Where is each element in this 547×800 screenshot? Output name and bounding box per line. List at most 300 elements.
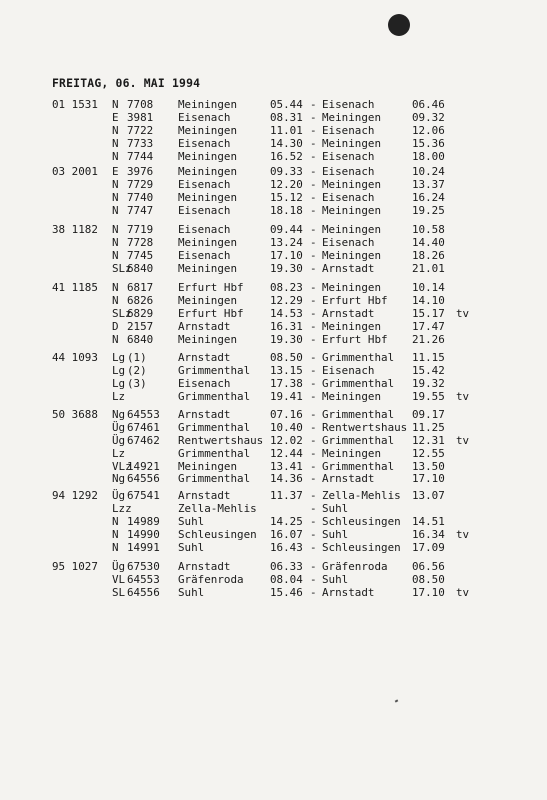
cell-t2: 21.01 [412, 261, 445, 275]
cell-t1: 07.16 [270, 408, 303, 421]
block-id: 44 1093 [52, 351, 98, 364]
schedule-block [52, 224, 532, 276]
schedule-row [52, 473, 532, 486]
cell-t1: 16.43 [270, 540, 303, 554]
cell-arr: Meiningen [322, 248, 382, 262]
block-id: 41 1185 [52, 281, 98, 294]
cell-arr: Erfurt Hbf [322, 293, 388, 307]
cell-dep: Meiningen [178, 165, 238, 178]
cell-t1: 14.25 [270, 514, 303, 528]
cell-arr: Arnstadt [322, 306, 375, 320]
cell-t1: 06.33 [270, 560, 303, 573]
cell-note: tv [456, 585, 470, 599]
cell-num: 67461 [127, 420, 160, 434]
cell-type: N [112, 203, 119, 217]
cell-type: E [112, 110, 119, 124]
cell-t1: 16.31 [270, 319, 303, 333]
schedule-row [52, 112, 532, 125]
schedule-block [52, 166, 532, 218]
cell-arr: Arnstadt [322, 585, 375, 599]
cell-type: N [112, 123, 119, 137]
schedule-row [52, 422, 532, 435]
cell-type: D [112, 319, 119, 333]
cell-type: Üg [112, 433, 126, 447]
cell-dep: Zella-Mehlis [178, 501, 257, 515]
cell-dep: Eisenach [178, 223, 231, 236]
cell-t1: 14.53 [270, 306, 303, 320]
schedule-row [52, 391, 532, 404]
route-dash: - [310, 572, 317, 586]
cell-type: N [112, 223, 119, 236]
cell-t1: 11.01 [270, 123, 303, 137]
cell-t2: 18.26 [412, 248, 445, 262]
cell-dep: Meiningen [178, 293, 238, 307]
schedule-row [52, 409, 532, 422]
cell-num: 6817 [127, 281, 154, 294]
cell-dep: Meiningen [178, 123, 238, 137]
cell-type: Lz [112, 446, 126, 460]
cell-arr: Suhl [322, 572, 349, 586]
cell-t2: 11.15 [412, 351, 445, 364]
cell-t1: 09.33 [270, 165, 303, 178]
cell-type: Üg [112, 420, 126, 434]
cell-t1: 12.20 [270, 177, 303, 191]
block-id: 03 2001 [52, 165, 98, 178]
cell-dep: Arnstadt [178, 489, 231, 502]
route-dash: - [310, 527, 317, 541]
cell-t2: 10.14 [412, 281, 445, 294]
cell-arr: Eisenach [322, 363, 375, 377]
cell-t2: 16.34 [412, 527, 445, 541]
route-dash: - [310, 203, 317, 217]
cell-t2: 13.37 [412, 177, 445, 191]
cell-t1: 17.10 [270, 248, 303, 262]
schedule-row [52, 516, 532, 529]
route-dash: - [310, 514, 317, 528]
cell-num: 3981 [127, 110, 154, 124]
cell-arr: Suhl [322, 501, 349, 515]
cell-t1: 12.29 [270, 293, 303, 307]
route-dash: - [310, 98, 317, 111]
cell-num: 7745 [127, 248, 154, 262]
cell-arr: Grimmenthal [322, 376, 395, 390]
cell-dep: Rentwertshaus [178, 433, 264, 447]
cell-num: 64556 [127, 585, 160, 599]
cell-t1: 08.04 [270, 572, 303, 586]
cell-arr: Meiningen [322, 446, 382, 460]
cell-note: tv [456, 306, 470, 320]
block-id: 94 1292 [52, 489, 98, 502]
route-dash: - [310, 165, 317, 178]
route-dash: - [310, 123, 317, 137]
cell-arr: Meiningen [322, 319, 382, 333]
cell-t2: 17.10 [412, 585, 445, 599]
cell-dep: Grimmenthal [178, 420, 251, 434]
cell-t2: 14.10 [412, 293, 445, 307]
cell-num: 67541 [127, 489, 160, 502]
cell-note: tv [456, 433, 470, 447]
cell-dep: Eisenach [178, 177, 231, 191]
cell-type: Lz [112, 389, 126, 403]
route-dash: - [310, 363, 317, 377]
cell-t1: 08.31 [270, 110, 303, 124]
cell-type: Lg [112, 351, 126, 364]
route-dash: - [310, 389, 317, 403]
cell-t1: 15.46 [270, 585, 303, 599]
cell-type: N [112, 281, 119, 294]
cell-t1: 12.02 [270, 433, 303, 447]
cell-type: E [112, 165, 119, 178]
route-dash: - [310, 190, 317, 204]
schedule-row [52, 334, 532, 347]
cell-t2: 11.25 [412, 420, 445, 434]
cell-type: Üg [112, 560, 126, 573]
cell-t1: 14.30 [270, 136, 303, 150]
cell-num: 14921 [127, 459, 160, 473]
schedule-row [52, 448, 532, 461]
schedule-row [52, 490, 532, 503]
block-id: 01 1531 [52, 98, 98, 111]
route-dash: - [310, 376, 317, 390]
cell-dep: Arnstadt [178, 351, 231, 364]
cell-arr: Eisenach [322, 123, 375, 137]
schedule-row [52, 99, 532, 112]
route-dash: - [310, 446, 317, 460]
schedule-row [52, 263, 532, 276]
cell-dep: Eisenach [178, 376, 231, 390]
cell-t2: 10.24 [412, 165, 445, 178]
cell-t2: 19.25 [412, 203, 445, 217]
cell-dep: Schleusingen [178, 527, 257, 541]
cell-t1: 16.07 [270, 527, 303, 541]
cell-t1: 05.44 [270, 98, 303, 111]
route-dash: - [310, 459, 317, 473]
cell-dep: Eisenach [178, 110, 231, 124]
cell-num: 14989 [127, 514, 160, 528]
cell-num: 67462 [127, 433, 160, 447]
cell-arr: Grimmenthal [322, 433, 395, 447]
cell-t1: 18.18 [270, 203, 303, 217]
schedule-row [52, 587, 532, 600]
cell-dep: Arnstadt [178, 319, 231, 333]
route-dash: - [310, 281, 317, 294]
cell-arr: Zella-Mehlis [322, 489, 401, 502]
cell-t1: 19.41 [270, 389, 303, 403]
cell-type: N [112, 235, 119, 249]
schedule-row [52, 125, 532, 138]
schedule-row [52, 205, 532, 218]
cell-t1: 09.44 [270, 223, 303, 236]
route-dash: - [310, 235, 317, 249]
schedule-row [52, 378, 532, 391]
cell-dep: Meiningen [178, 98, 238, 111]
cell-dep: Erfurt Hbf [178, 306, 244, 320]
cell-num: 3976 [127, 165, 154, 178]
cell-t2: 08.50 [412, 572, 445, 586]
cell-t1: 13.41 [270, 459, 303, 473]
route-dash: - [310, 585, 317, 599]
cell-type: SLz [112, 306, 132, 320]
route-dash: - [310, 261, 317, 275]
cell-arr: Meiningen [322, 223, 382, 236]
cell-t2: 17.09 [412, 540, 445, 554]
schedule-row [52, 365, 532, 378]
punch-hole [388, 14, 410, 36]
cell-type: N [112, 540, 119, 554]
cell-arr: Schleusingen [322, 514, 401, 528]
cell-num: 6829 [127, 306, 154, 320]
cell-arr: Grimmenthal [322, 408, 395, 421]
cell-type: N [112, 136, 119, 150]
route-dash: - [310, 420, 317, 434]
cell-dep: Grimmenthal [178, 446, 251, 460]
cell-type: N [112, 248, 119, 262]
cell-type: Lzz [112, 501, 132, 515]
cell-num: 64553 [127, 572, 160, 586]
cell-t2: 13.07 [412, 489, 445, 502]
cell-t2: 14.51 [412, 514, 445, 528]
schedule-row [52, 308, 532, 321]
cell-type: Ng [112, 472, 126, 486]
schedule-row [52, 166, 532, 179]
cell-dep: Gräfenroda [178, 572, 244, 586]
cell-dep: Eisenach [178, 136, 231, 150]
cell-arr: Rentwertshaus [322, 420, 408, 434]
cell-num: 7744 [127, 149, 154, 163]
cell-type: Ng [112, 408, 126, 421]
route-dash: - [310, 149, 317, 163]
cell-t1: 17.38 [270, 376, 303, 390]
cell-num: (2) [127, 363, 147, 377]
schedule-row [52, 250, 532, 263]
route-dash: - [310, 540, 317, 554]
cell-arr: Eisenach [322, 190, 375, 204]
cell-dep: Suhl [178, 585, 205, 599]
cell-t1: 19.30 [270, 261, 303, 275]
cell-arr: Gräfenroda [322, 560, 388, 573]
cell-type: N [112, 149, 119, 163]
cell-arr: Meiningen [322, 389, 382, 403]
route-dash: - [310, 248, 317, 262]
cell-dep: Arnstadt [178, 560, 231, 573]
cell-num: 7733 [127, 136, 154, 150]
route-dash: - [310, 223, 317, 236]
cell-dep: Suhl [178, 514, 205, 528]
cell-num: 6840 [127, 332, 154, 346]
route-dash: - [310, 136, 317, 150]
cell-arr: Meiningen [322, 110, 382, 124]
cell-arr: Meiningen [322, 136, 382, 150]
cell-t2: 19.32 [412, 376, 445, 390]
cell-note: tv [456, 527, 470, 541]
cell-dep: Erfurt Hbf [178, 281, 244, 294]
cell-t1: 08.23 [270, 281, 303, 294]
cell-num: 67530 [127, 560, 160, 573]
cell-arr: Schleusingen [322, 540, 401, 554]
cell-t2: 14.40 [412, 235, 445, 249]
schedule-row [52, 321, 532, 334]
schedule-row [52, 542, 532, 555]
schedule-row [52, 282, 532, 295]
cell-dep: Meiningen [178, 149, 238, 163]
route-dash: - [310, 110, 317, 124]
cell-num: 64556 [127, 472, 160, 486]
cell-t2: 12.31 [412, 433, 445, 447]
schedule-block [52, 409, 532, 486]
cell-dep: Grimmenthal [178, 472, 251, 486]
schedule-block [52, 99, 532, 163]
cell-arr: Meiningen [322, 281, 382, 294]
cell-arr: Meiningen [322, 177, 382, 191]
schedule-row [52, 574, 532, 587]
cell-type: Üg [112, 489, 126, 502]
schedule-row [52, 192, 532, 205]
paper-speck [395, 699, 399, 702]
cell-dep: Grimmenthal [178, 389, 251, 403]
cell-t2: 09.17 [412, 408, 445, 421]
cell-t2: 13.50 [412, 459, 445, 473]
cell-t2: 17.47 [412, 319, 445, 333]
route-dash: - [310, 472, 317, 486]
cell-dep: Eisenach [178, 248, 231, 262]
page-title: FREITAG, 06. MAI 1994 [52, 76, 201, 90]
cell-dep: Meiningen [178, 235, 238, 249]
cell-arr: Meiningen [322, 203, 382, 217]
cell-type: SLz [112, 261, 132, 275]
cell-type: Lg [112, 376, 126, 390]
cell-arr: Eisenach [322, 149, 375, 163]
schedule-row [52, 561, 532, 574]
cell-num: 6826 [127, 293, 154, 307]
block-id: 50 3688 [52, 408, 98, 421]
cell-num: 7740 [127, 190, 154, 204]
schedule-row [52, 237, 532, 250]
cell-num: 7729 [127, 177, 154, 191]
schedule-row [52, 224, 532, 237]
cell-num: 6840 [127, 261, 154, 275]
cell-dep: Meiningen [178, 332, 238, 346]
cell-dep: Suhl [178, 540, 205, 554]
schedule-row [52, 151, 532, 164]
cell-num: (3) [127, 376, 147, 390]
cell-t1: 10.40 [270, 420, 303, 434]
cell-t2: 12.06 [412, 123, 445, 137]
cell-t1: 11.37 [270, 489, 303, 502]
route-dash: - [310, 293, 317, 307]
cell-t1: 13.15 [270, 363, 303, 377]
cell-t1: 12.44 [270, 446, 303, 460]
cell-t2: 15.36 [412, 136, 445, 150]
schedule-block [52, 490, 532, 554]
cell-type: VLz [112, 459, 132, 473]
schedule-row [52, 179, 532, 192]
cell-num: 7728 [127, 235, 154, 249]
cell-type: VL [112, 572, 126, 586]
route-dash: - [310, 319, 317, 333]
cell-t2: 18.00 [412, 149, 445, 163]
cell-t2: 21.26 [412, 332, 445, 346]
cell-t2: 17.10 [412, 472, 445, 486]
cell-type: N [112, 527, 119, 541]
schedule-row [52, 529, 532, 542]
cell-type: N [112, 293, 119, 307]
cell-type: N [112, 514, 119, 528]
cell-num: (1) [127, 351, 147, 364]
cell-num: 7708 [127, 98, 154, 111]
schedule-block [52, 561, 532, 600]
cell-num: 14990 [127, 527, 160, 541]
cell-t1: 08.50 [270, 351, 303, 364]
route-dash: - [310, 408, 317, 421]
cell-dep: Meiningen [178, 190, 238, 204]
cell-t2: 16.24 [412, 190, 445, 204]
cell-type: SL [112, 585, 126, 599]
cell-t2: 10.58 [412, 223, 445, 236]
cell-num: 7747 [127, 203, 154, 217]
route-dash: - [310, 501, 317, 515]
cell-arr: Eisenach [322, 98, 375, 111]
cell-arr: Eisenach [322, 165, 375, 178]
cell-arr: Grimmenthal [322, 351, 395, 364]
cell-dep: Eisenach [178, 203, 231, 217]
cell-note: tv [456, 389, 470, 403]
schedule-row [52, 352, 532, 365]
cell-arr: Eisenach [322, 235, 375, 249]
route-dash: - [310, 306, 317, 320]
route-dash: - [310, 433, 317, 447]
schedule-block [52, 282, 532, 346]
route-dash: - [310, 332, 317, 346]
cell-num: 64553 [127, 408, 160, 421]
cell-type: N [112, 190, 119, 204]
cell-arr: Suhl [322, 527, 349, 541]
cell-t2: 06.46 [412, 98, 445, 111]
schedule-row [52, 138, 532, 151]
cell-arr: Arnstadt [322, 472, 375, 486]
block-id: 38 1182 [52, 223, 98, 236]
cell-num: 14991 [127, 540, 160, 554]
route-dash: - [310, 351, 317, 364]
cell-arr: Grimmenthal [322, 459, 395, 473]
route-dash: - [310, 560, 317, 573]
cell-t2: 06.56 [412, 560, 445, 573]
cell-t2: 15.42 [412, 363, 445, 377]
cell-t2: 09.32 [412, 110, 445, 124]
cell-type: N [112, 332, 119, 346]
cell-type: Lg [112, 363, 126, 377]
cell-type: N [112, 98, 119, 111]
route-dash: - [310, 177, 317, 191]
cell-dep: Meiningen [178, 459, 238, 473]
cell-dep: Arnstadt [178, 408, 231, 421]
schedule-block [52, 352, 532, 404]
cell-t1: 16.52 [270, 149, 303, 163]
schedule-row [52, 295, 532, 308]
cell-t2: 19.55 [412, 389, 445, 403]
cell-num: 7722 [127, 123, 154, 137]
cell-t1: 14.36 [270, 472, 303, 486]
cell-t1: 13.24 [270, 235, 303, 249]
route-dash: - [310, 489, 317, 502]
cell-type: N [112, 177, 119, 191]
cell-t1: 15.12 [270, 190, 303, 204]
cell-dep: Grimmenthal [178, 363, 251, 377]
cell-t2: 12.55 [412, 446, 445, 460]
cell-t2: 15.17 [412, 306, 445, 320]
cell-arr: Arnstadt [322, 261, 375, 275]
cell-t1: 19.30 [270, 332, 303, 346]
cell-arr: Erfurt Hbf [322, 332, 388, 346]
